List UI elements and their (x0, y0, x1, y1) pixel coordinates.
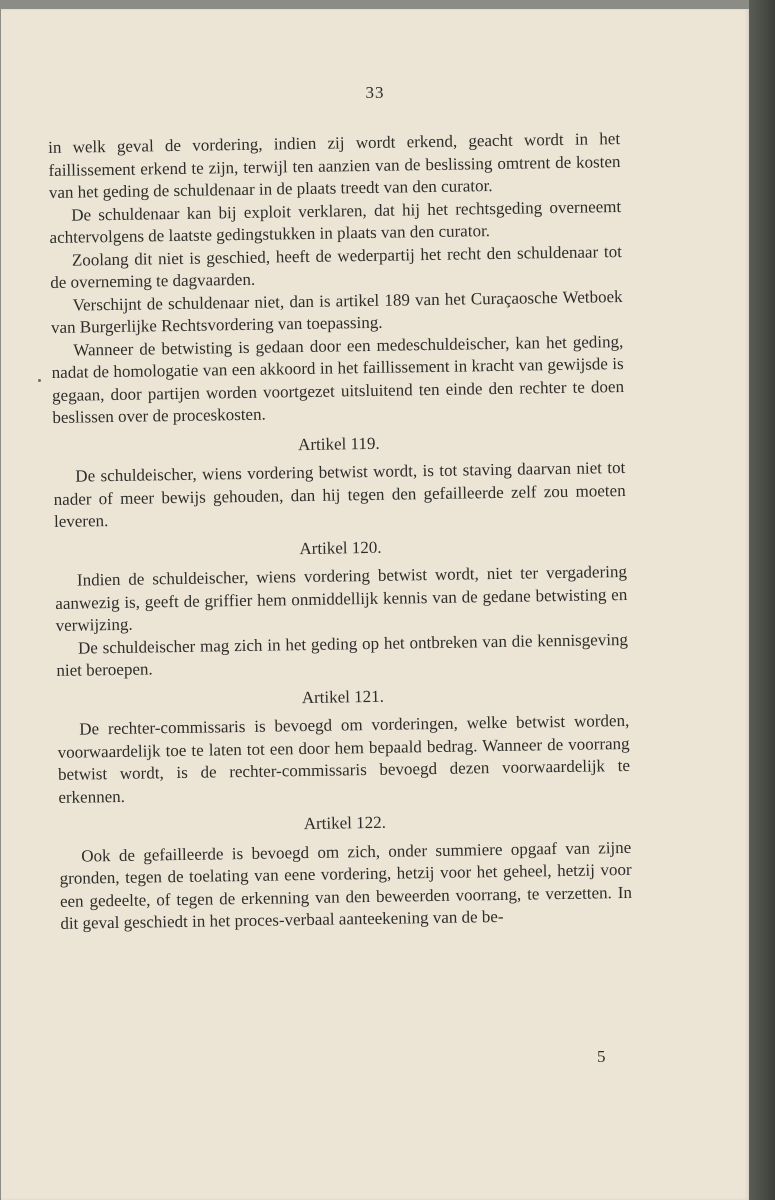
paragraph: De schuldenaar kan bij exploit verklaren, dat hij het rechtsgeding overneemt achtervolgens de laatste gedingstukken in plaats van den curator. (49, 196, 622, 247)
article-heading: Artikel 121. (301, 686, 385, 707)
book-page (1, 9, 749, 1200)
article-heading: Artikel 120. (299, 537, 382, 558)
paragraph: De rechter-commissaris is bevoegd om vorderingen, welke betwist worden, voorwaardelijk toe te laten tot een door hem bepaald bedrag. Wanneer de voorrang betwist wordt, is de rechter-commissaris bevoegd dezen voorwaardelijk te erkennen. (57, 710, 631, 807)
margin-mark (38, 379, 41, 382)
page-number: 33 (365, 83, 385, 102)
article-heading: Artikel 122. (303, 812, 387, 834)
paragraph: in welk geval de vordering, indien zij wordt erkend, geacht wordt in het faillissement erkend te zijn, terwijl ten aanzien van de beslissing omtrent de kosten van het geding de schuldenaar in de plaats treedt van den curator. (48, 129, 621, 202)
paragraph: De schuldeischer mag zich in het geding op het ontbreken van die kennisgeving niet beroepen. (56, 629, 629, 680)
page-body (48, 128, 632, 935)
book-edge (749, 0, 775, 1200)
article-heading: Artikel 119. (297, 433, 380, 454)
paragraph: De schuldeischer, wiens vordering betwist wordt, is tot staving daarvan niet tot nader of meer bewijs gehouden, dan hij tegen den gefailleerde zelf zou moeten leveren. (53, 457, 626, 531)
paragraph: Verschijnt de schuldenaar niet, dan is artikel 189 van het Curaçaosche Wetboek van Burgerlijke Rechtsvordering van toepassing. (50, 286, 623, 337)
paragraph: Zoolang dit niet is geschied, heeft de wederpartij het recht den schuldenaar tot de overneming te dagvaarden. (50, 241, 623, 292)
signature-mark: 5 (597, 1047, 606, 1066)
paragraph: Indien de schuldeischer, wiens vordering betwist wordt, niet ter vergadering aanwezig is, geeft de griffier hem onmiddellijk kennis van de gedane betwisting en verwijzing. (55, 561, 628, 635)
paragraph: Wanneer de betwisting is gedaan door een medeschuldeischer, kan het geding, nadat de homologatie van een akkoord in het faillissement in kracht van gewijsde is gegaan, door partijen worden voortgezet uitsluitend ten einde den rechter te doen beslissen over de proceskosten. (51, 331, 625, 427)
paragraph: Ook de gefailleerde is bevoegd om zich, onder summiere opgaaf van zijne gronden, tegen de toelating van eene vordering, hetzij voor het geheel, hetzij voor een gedeelte, of tegen de erkenning van den beweerden voorrang, te verzetten. In dit geval geschiedt in het proces-verbaal aanteekening van de be- (59, 837, 633, 933)
